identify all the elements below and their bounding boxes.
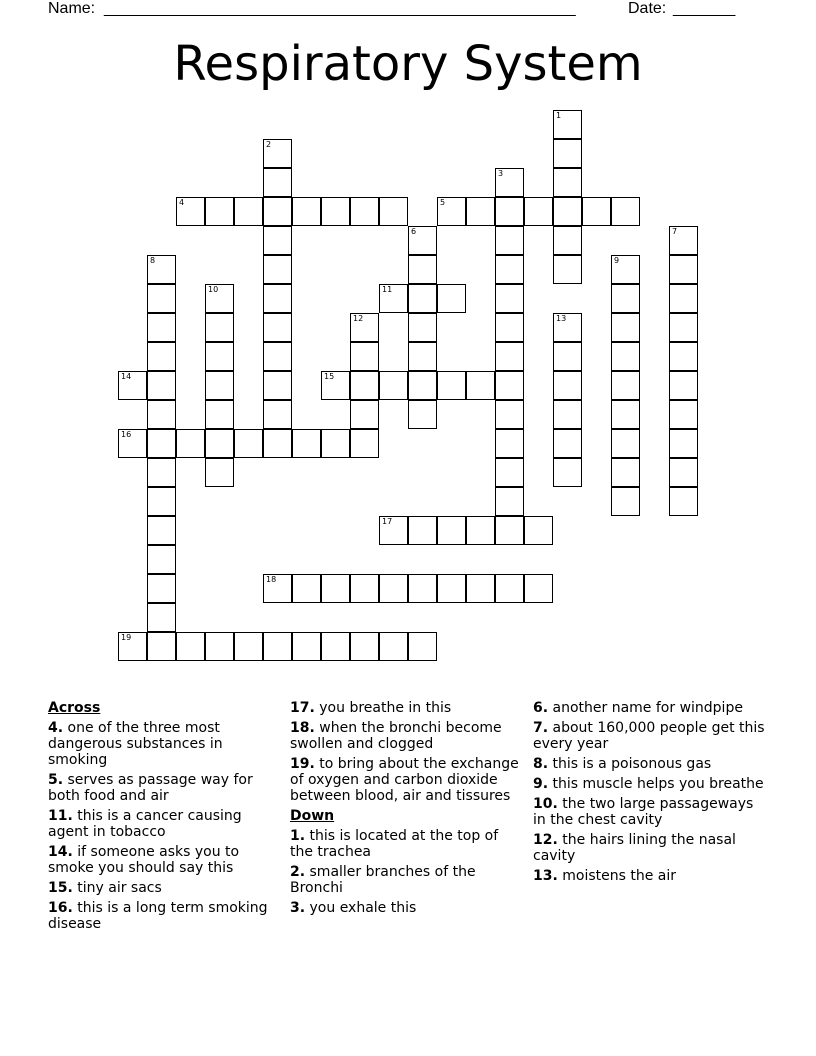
crossword-cell[interactable] <box>611 371 640 400</box>
crossword-cell[interactable] <box>176 632 205 661</box>
crossword-cell[interactable] <box>118 632 147 661</box>
crossword-cell[interactable] <box>379 632 408 661</box>
crossword-cell[interactable] <box>205 371 234 400</box>
crossword-cell[interactable] <box>495 284 524 313</box>
crossword-cell[interactable] <box>408 255 437 284</box>
crossword-cell[interactable] <box>350 632 379 661</box>
crossword-cell[interactable] <box>263 226 292 255</box>
clue-number: 3 <box>498 169 504 178</box>
crossword-cell[interactable] <box>263 139 292 168</box>
clues-column-1 <box>48 700 273 936</box>
crossword-cell[interactable] <box>669 371 698 400</box>
crossword-cell[interactable] <box>176 429 205 458</box>
crossword-cell[interactable] <box>553 429 582 458</box>
crossword-cell[interactable] <box>147 284 176 313</box>
crossword-cell[interactable] <box>495 574 524 603</box>
crossword-cell[interactable] <box>495 255 524 284</box>
crossword-cell[interactable] <box>350 342 379 371</box>
crossword-cell[interactable] <box>350 197 379 226</box>
crossword-cell[interactable] <box>205 458 234 487</box>
crossword-cell[interactable] <box>553 371 582 400</box>
crossword-cell[interactable] <box>147 255 176 284</box>
crossword-cell[interactable] <box>147 458 176 487</box>
crossword-cell[interactable] <box>379 371 408 400</box>
crossword-cell[interactable] <box>147 574 176 603</box>
crossword-cell[interactable] <box>553 458 582 487</box>
crossword-cell[interactable] <box>234 632 263 661</box>
clue-across-16: 16. this is a long term smoking disease <box>48 900 268 932</box>
crossword-cell[interactable] <box>611 400 640 429</box>
crossword-cell[interactable] <box>669 255 698 284</box>
crossword-cell[interactable] <box>466 371 495 400</box>
crossword-cell[interactable] <box>263 284 292 313</box>
crossword-cell[interactable] <box>292 632 321 661</box>
clue-number: 9 <box>614 256 620 265</box>
crossword-cell[interactable] <box>147 487 176 516</box>
crossword-cell[interactable] <box>495 226 524 255</box>
crossword-cell[interactable] <box>611 487 640 516</box>
crossword-cell[interactable] <box>437 284 466 313</box>
crossword-cell[interactable] <box>147 516 176 545</box>
crossword-cell[interactable] <box>669 284 698 313</box>
clue-across-14: 14. if someone asks you to smoke you should say this <box>48 844 240 876</box>
crossword-cell[interactable] <box>147 545 176 574</box>
clue-number: 10 <box>208 285 219 294</box>
crossword-cell[interactable] <box>437 516 466 545</box>
clue-number: 14 <box>121 372 132 381</box>
clue-number: 12 <box>353 314 364 323</box>
down-heading: Down <box>290 808 335 824</box>
crossword-cell[interactable] <box>611 197 640 226</box>
crossword-cell[interactable] <box>292 197 321 226</box>
clue-number: 15 <box>324 372 335 381</box>
crossword-cell[interactable] <box>466 197 495 226</box>
clue-across-17: 17. you breathe in this <box>290 700 452 716</box>
clue-number: 8 <box>150 256 156 265</box>
clue-number: 4 <box>179 198 185 207</box>
clue-across-15: 15. tiny air sacs <box>48 880 162 896</box>
crossword-cell[interactable] <box>350 574 379 603</box>
crossword-cell[interactable] <box>379 197 408 226</box>
crossword-cell[interactable] <box>553 197 582 226</box>
date-field[interactable]: _______ <box>673 0 736 17</box>
crossword-cell[interactable] <box>263 342 292 371</box>
clue-across-19: 19. to bring about the exchange of oxygen and carbon dioxide between blood, air and tissures <box>290 756 519 804</box>
crossword-cell[interactable] <box>292 429 321 458</box>
crossword-cell[interactable] <box>669 458 698 487</box>
crossword-cell[interactable] <box>495 371 524 400</box>
crossword-cell[interactable] <box>611 458 640 487</box>
across-heading: Across <box>48 700 101 716</box>
crossword-cell[interactable] <box>524 197 553 226</box>
clue-number: 5 <box>440 198 446 207</box>
crossword-cell[interactable] <box>611 429 640 458</box>
clues-column-3 <box>533 700 768 888</box>
crossword-cell[interactable] <box>147 313 176 342</box>
crossword-cell[interactable] <box>350 429 379 458</box>
clue-down-3: 3. you exhale this <box>290 900 417 916</box>
crossword-cell[interactable] <box>553 313 582 342</box>
crossword-cell[interactable] <box>263 197 292 226</box>
crossword-cell[interactable] <box>205 197 234 226</box>
clue-down-2: 2. smaller branches of the Bronchi <box>290 864 476 896</box>
crossword-cell[interactable] <box>263 371 292 400</box>
crossword-cell[interactable] <box>466 574 495 603</box>
crossword-cell[interactable] <box>350 400 379 429</box>
crossword-cell[interactable] <box>495 197 524 226</box>
clue-down-10: 10. the two large passageways in the chest cavity <box>533 796 754 828</box>
clue-across-11: 11. this is a cancer causing agent in tobacco <box>48 808 242 840</box>
clue-number: 18 <box>266 575 277 584</box>
crossword-cell[interactable] <box>321 574 350 603</box>
clue-number: 19 <box>121 633 132 642</box>
crossword-cell[interactable] <box>495 458 524 487</box>
clue-down-7: 7. about 160,000 people get this every year <box>533 720 765 752</box>
clues-column-2 <box>290 700 522 920</box>
crossword-cell[interactable] <box>495 516 524 545</box>
crossword-cell[interactable] <box>263 632 292 661</box>
crossword-cell[interactable] <box>611 284 640 313</box>
clue-number: 11 <box>382 285 393 294</box>
crossword-cell[interactable] <box>205 400 234 429</box>
clue-number: 1 <box>556 111 562 120</box>
crossword-cell[interactable] <box>176 197 205 226</box>
crossword-cell[interactable] <box>669 226 698 255</box>
crossword-cell[interactable] <box>611 313 640 342</box>
page-title: Respiratory System <box>173 36 643 92</box>
crossword-cell[interactable] <box>234 197 263 226</box>
crossword-cell[interactable] <box>379 574 408 603</box>
crossword-cell[interactable] <box>553 255 582 284</box>
crossword-cell[interactable] <box>205 429 234 458</box>
crossword-cell[interactable] <box>321 632 350 661</box>
crossword-cell[interactable] <box>147 603 176 632</box>
crossword-cell[interactable] <box>495 313 524 342</box>
clue-down-1: 1. this is located at the top of the trachea <box>290 828 499 860</box>
crossword-cell[interactable] <box>553 226 582 255</box>
clue-across-4: 4. one of the three most dangerous substances in smoking <box>48 720 223 768</box>
date-label: Date: <box>628 0 667 17</box>
crossword-cell[interactable] <box>292 574 321 603</box>
clue-number: 16 <box>121 430 132 439</box>
crossword-cell[interactable] <box>524 574 553 603</box>
crossword-cell[interactable] <box>205 632 234 661</box>
clue-down-12: 12. the hairs lining the nasal cavity <box>533 832 736 864</box>
crossword-cell[interactable] <box>205 342 234 371</box>
clue-number: 6 <box>411 227 417 236</box>
clue-down-13: 13. moistens the air <box>533 868 677 884</box>
name-field[interactable]: _____________________________________________________ <box>104 0 576 17</box>
crossword-cell[interactable] <box>553 139 582 168</box>
crossword-cell[interactable] <box>147 400 176 429</box>
clue-number: 17 <box>382 517 393 526</box>
crossword-cell[interactable] <box>408 574 437 603</box>
crossword-cell[interactable] <box>263 429 292 458</box>
crossword-cell[interactable] <box>263 313 292 342</box>
crossword-cell[interactable] <box>321 371 350 400</box>
crossword-cell[interactable] <box>495 168 524 197</box>
crossword-cell[interactable] <box>611 342 640 371</box>
crossword-cell[interactable] <box>147 342 176 371</box>
crossword-cell[interactable] <box>669 400 698 429</box>
crossword-cell[interactable] <box>408 342 437 371</box>
crossword-cell[interactable] <box>437 574 466 603</box>
crossword-cell[interactable] <box>263 400 292 429</box>
crossword-cell[interactable] <box>408 371 437 400</box>
clue-down-6: 6. another name for windpipe <box>533 700 743 716</box>
crossword-cell[interactable] <box>263 255 292 284</box>
crossword-cell[interactable] <box>147 429 176 458</box>
crossword-cell[interactable] <box>466 516 495 545</box>
crossword-cell[interactable] <box>379 516 408 545</box>
crossword-cell[interactable] <box>669 313 698 342</box>
crossword-cell[interactable] <box>263 574 292 603</box>
crossword-cell[interactable] <box>147 632 176 661</box>
clue-across-18: 18. when the bronchi become swollen and clogged <box>290 720 502 752</box>
crossword-cell[interactable] <box>205 313 234 342</box>
clue-number: 7 <box>672 227 678 236</box>
crossword-cell[interactable] <box>147 371 176 400</box>
clue-number: 13 <box>556 314 567 323</box>
crossword-cell[interactable] <box>553 342 582 371</box>
clue-down-9: 9. this muscle helps you breathe <box>533 776 764 792</box>
crossword-cell[interactable] <box>118 429 147 458</box>
crossword-cell[interactable] <box>582 197 611 226</box>
crossword-cell[interactable] <box>350 371 379 400</box>
crossword-cell[interactable] <box>118 371 147 400</box>
crossword-cell[interactable] <box>553 168 582 197</box>
crossword-cell[interactable] <box>669 342 698 371</box>
crossword-cell[interactable] <box>234 429 263 458</box>
crossword-cell[interactable] <box>553 400 582 429</box>
crossword-cell[interactable] <box>408 400 437 429</box>
crossword-cell[interactable] <box>495 400 524 429</box>
crossword-cell[interactable] <box>524 516 553 545</box>
clue-across-5: 5. serves as passage way for both food and air <box>48 772 253 804</box>
clue-down-8: 8. this is a poisonous gas <box>533 756 712 772</box>
crossword-cell[interactable] <box>408 516 437 545</box>
crossword-cell[interactable] <box>495 429 524 458</box>
crossword-cell[interactable] <box>669 487 698 516</box>
crossword-cell[interactable] <box>350 313 379 342</box>
crossword-cell[interactable] <box>263 168 292 197</box>
crossword-cell[interactable] <box>553 110 582 139</box>
name-label: Name: <box>48 0 96 17</box>
crossword-cell[interactable] <box>379 284 408 313</box>
crossword-cell[interactable] <box>495 487 524 516</box>
crossword-cell[interactable] <box>495 342 524 371</box>
crossword-cell[interactable] <box>611 255 640 284</box>
crossword-cell[interactable] <box>437 197 466 226</box>
clue-number: 2 <box>266 140 272 149</box>
crossword-cell[interactable] <box>669 429 698 458</box>
crossword-cell[interactable] <box>205 284 234 313</box>
crossword-cell[interactable] <box>437 371 466 400</box>
crossword-cell[interactable] <box>321 197 350 226</box>
crossword-cell[interactable] <box>408 226 437 255</box>
crossword-cell[interactable] <box>408 284 437 313</box>
crossword-cell[interactable] <box>408 632 437 661</box>
crossword-cell[interactable] <box>408 313 437 342</box>
crossword-cell[interactable] <box>321 429 350 458</box>
